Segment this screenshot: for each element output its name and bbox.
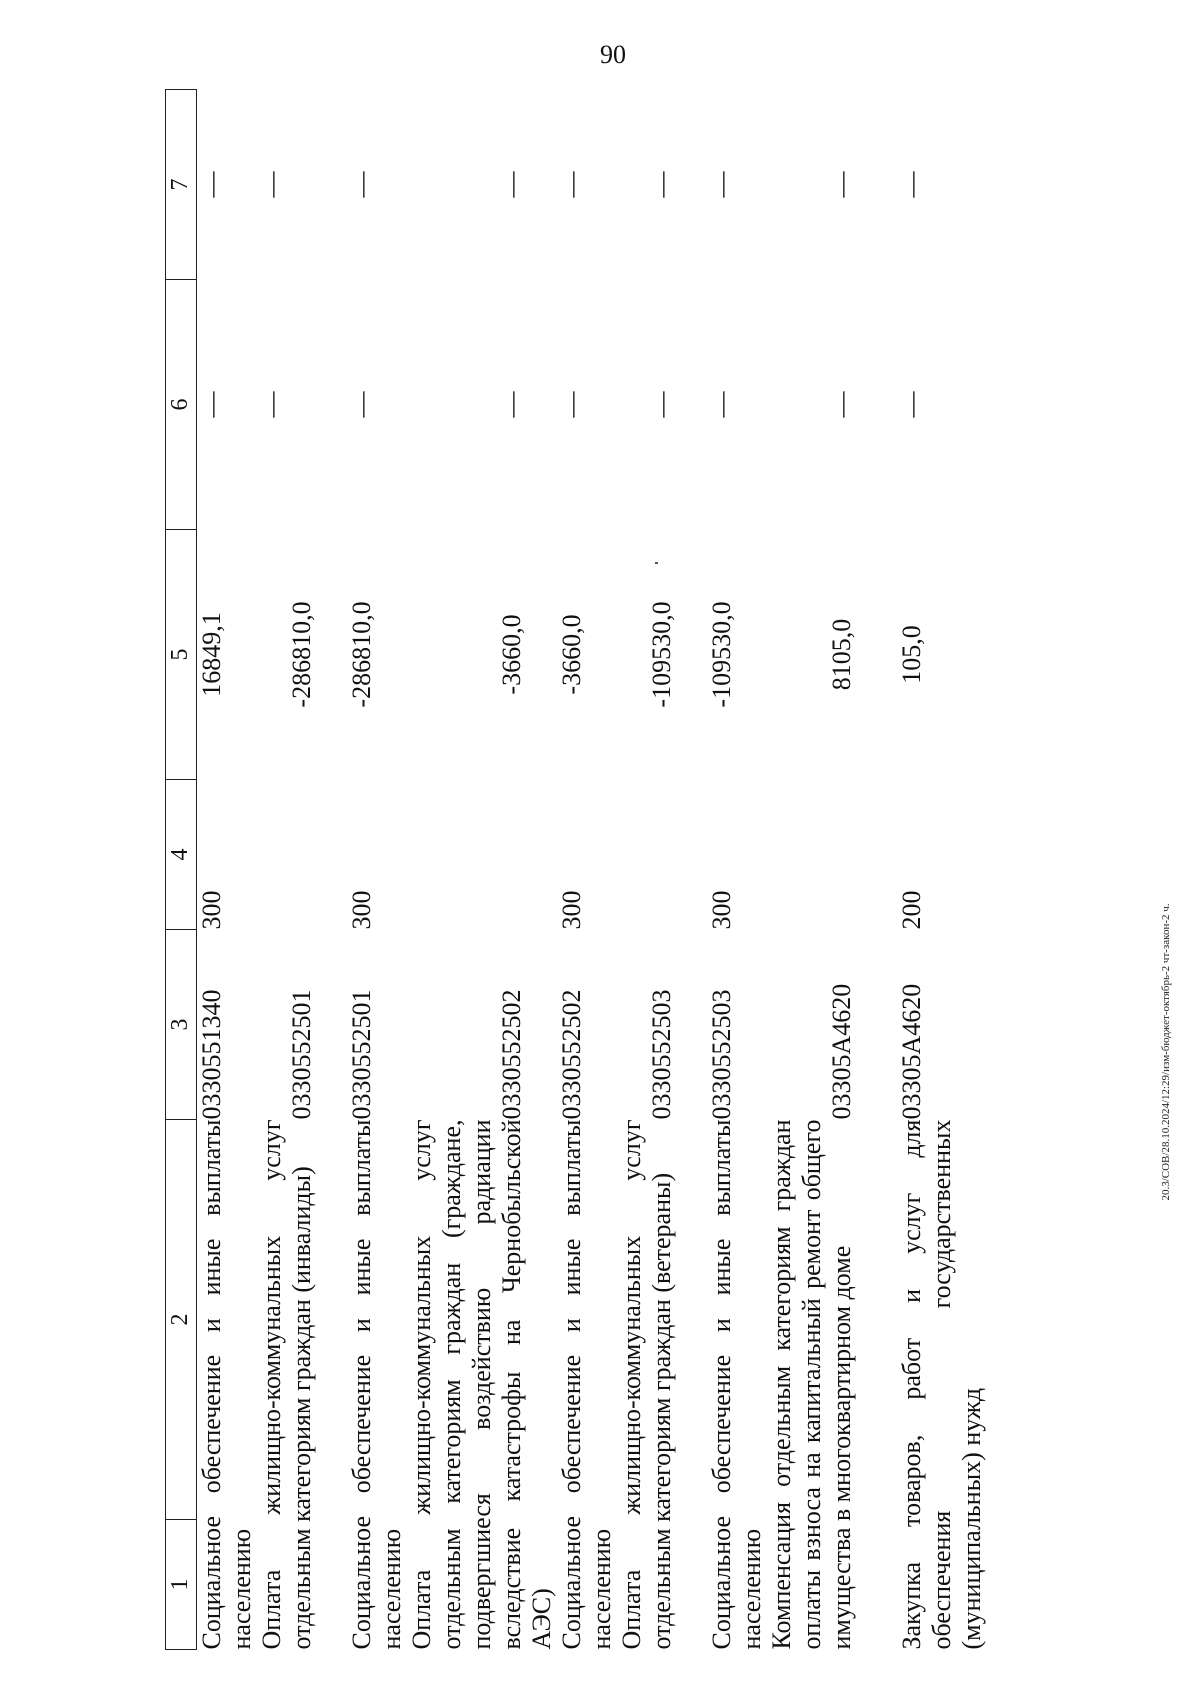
row-col6: —: [557, 391, 586, 418]
row-expense-type: 200: [897, 890, 926, 930]
row-amount: -3660,0: [497, 614, 526, 695]
header-cell: 7: [166, 90, 197, 280]
document-footer-stamp: 20.3/СОВ/28.10.2024/12:29/изм-бюджет-октябрь-2 чт-закон-2 ч.: [1160, 903, 1172, 1201]
row-description: Оплата жилищно-коммунальных услуг отдельным категориям граждан (граждане, подвергшиеся воздействию радиации вследствие катастрофы на Чернобыльской АЭС): [407, 1119, 556, 1650]
row-amount: 8105,0: [827, 618, 856, 691]
row-expense-type: [407, 780, 557, 930]
row-col7: —: [497, 171, 526, 198]
header-cell: 1: [166, 1520, 197, 1650]
table-header-row: [166, 90, 197, 1650]
row-expense-type: 300: [707, 890, 736, 930]
table-row: [617, 90, 707, 1650]
row-amount: -286810,0: [347, 601, 376, 708]
row-col7: —: [257, 171, 286, 198]
row-code: 0330552501: [287, 989, 316, 1120]
row-amount: 105,0: [897, 625, 926, 684]
row-description: Социальное обеспечение и иные выплаты населению: [707, 1119, 766, 1650]
row-amount: -3660,0: [557, 614, 586, 695]
row-expense-type: 300: [557, 890, 586, 930]
row-col7: —: [647, 171, 676, 198]
row-col6: —: [647, 391, 676, 418]
row-description: Социальное обеспечение и иные выплаты населению: [347, 1119, 406, 1650]
header-cell: 4: [166, 780, 197, 930]
row-col7: —: [557, 171, 586, 198]
page-number: 90: [600, 40, 626, 69]
table-row: [897, 90, 987, 1650]
table-row: [347, 90, 407, 1650]
row-expense-type: 300: [347, 890, 376, 930]
row-description: Социальное обеспечение и иные выплаты населению: [197, 1119, 256, 1650]
row-description: Оплата жилищно-коммунальных услуг отдельным категориям граждан (ветераны): [617, 1119, 676, 1650]
row-code: 0330552501: [347, 989, 376, 1120]
row-col7: —: [707, 171, 736, 198]
row-expense-type: [617, 780, 707, 930]
row-col7: —: [827, 171, 856, 198]
row-code: 0330552503: [647, 989, 676, 1120]
row-amount: -109530,0: [707, 601, 736, 708]
table-row: [197, 90, 258, 1650]
row-code: 03305А4620: [897, 983, 926, 1120]
row-col7: —: [897, 171, 926, 198]
header-cell: 2: [166, 1120, 197, 1520]
header-cell: 5: [166, 530, 197, 780]
row-col6: —: [347, 391, 376, 418]
row-expense-type: [767, 780, 897, 930]
row-amount: -286810,0: [287, 601, 316, 708]
row-code: 0330551340: [197, 989, 226, 1120]
table-row: [557, 90, 617, 1650]
row-col6: —: [897, 391, 926, 418]
row-description: Компенсация отдельным категориям граждан оплаты взноса на капитальный ремонт общего имущества в многоквартирном доме: [767, 1119, 856, 1650]
row-expense-type: 300: [197, 890, 226, 930]
row-col6: —: [197, 391, 226, 418]
row-col6: —: [497, 391, 526, 418]
row-description: Закупка товаров, работ и услуг для обеспечения государственных (муниципальных) нужд: [897, 1119, 986, 1650]
row-code: 0330552502: [497, 989, 526, 1120]
row-code: 0330552502: [557, 989, 586, 1120]
table-row: [707, 90, 767, 1650]
table-row: [767, 90, 897, 1650]
row-col7: —: [347, 171, 376, 198]
row-code: 0330552503: [707, 989, 736, 1120]
row-col6: —: [827, 391, 856, 418]
table-row: [407, 90, 557, 1650]
header-cell: 3: [166, 930, 197, 1120]
row-code: 03305А4620: [827, 983, 856, 1120]
row-col7: —: [197, 171, 226, 198]
row-amount: 16849,1: [197, 612, 226, 697]
row-description: Оплата жилищно-коммунальных услуг отдельным категориям граждан (инвалиды): [257, 1119, 316, 1650]
header-cell: 6: [166, 280, 197, 530]
row-col6: —: [257, 391, 286, 418]
row-expense-type: [257, 780, 347, 930]
budget-table: [165, 89, 987, 1650]
row-description: Социальное обеспечение и иные выплаты населению: [557, 1119, 616, 1650]
row-amount: -109530,0: [647, 601, 676, 708]
table-row: [257, 90, 347, 1650]
row-col6: —: [707, 391, 736, 418]
rotated-table-wrapper: [165, 90, 1035, 1650]
